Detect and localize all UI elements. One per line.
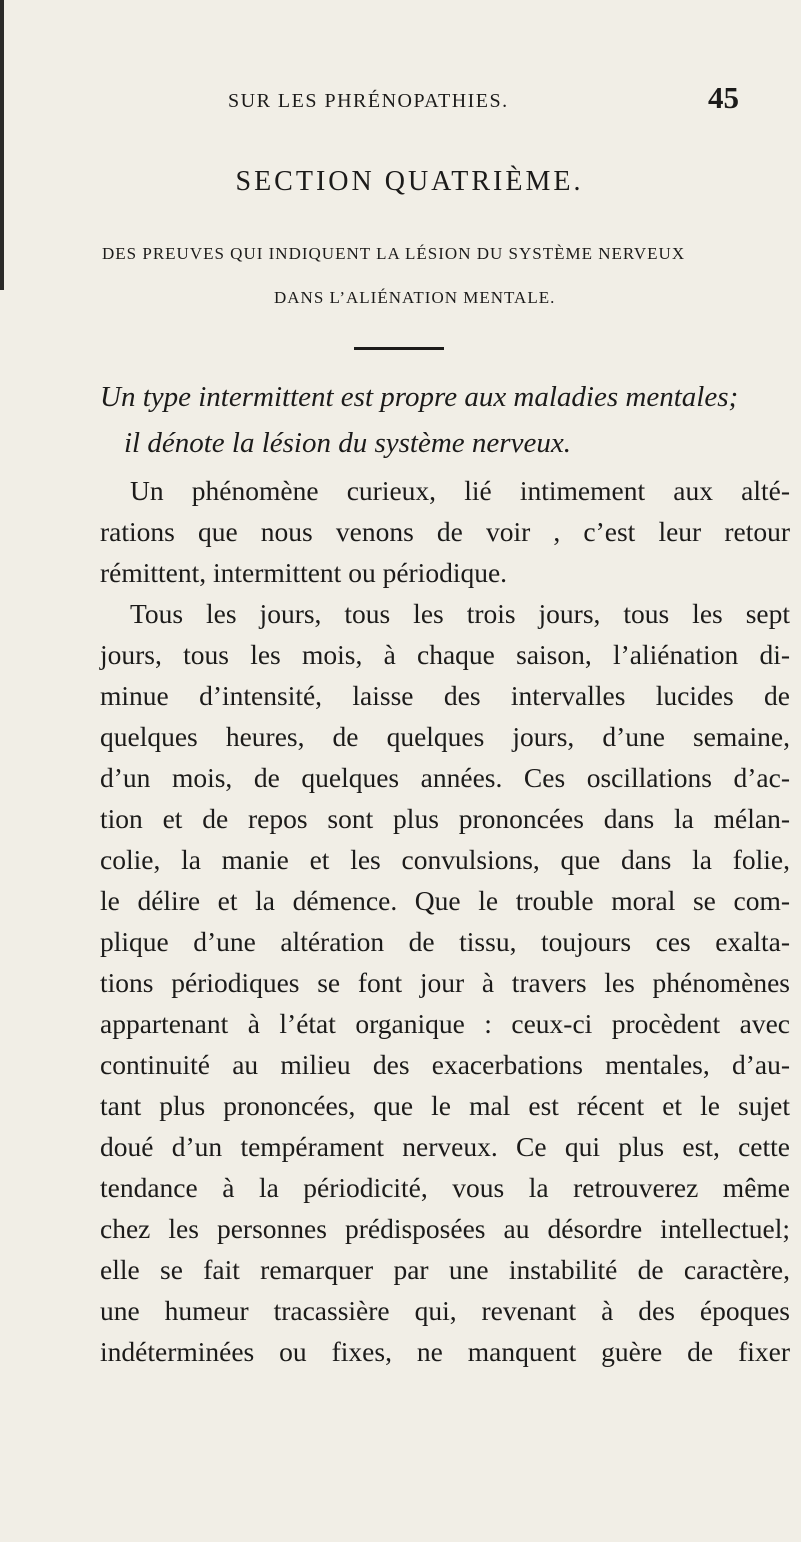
text-line: Tous les jours, tous les trois jours, tous les sept: [130, 598, 790, 629]
text-line: quelques heures, de quelques jours, d’une semaine,: [100, 721, 790, 752]
text-line: jours, tous les mois, à chaque saison, l’aliénation di-: [100, 639, 790, 670]
summary-line-1: Un type intermittent est propre aux maladies mentales;: [100, 381, 739, 413]
summary-line-2: il dénote la lésion du système nerveux.: [124, 427, 571, 459]
text-line: rémittent, intermittent ou périodique.: [100, 557, 508, 588]
section-divider: [354, 347, 444, 350]
text-line: appartenant à l’état organique : ceux-ci procèdent avec: [100, 1008, 790, 1039]
section-subtitle-line-2: DANS L’ALIÉNATION MENTALE.: [274, 288, 556, 307]
running-head: SUR LES PHRÉNOPATHIES.: [228, 90, 509, 112]
text-line: chez les personnes prédisposées au désordre intellectuel;: [100, 1213, 790, 1244]
text-line: une humeur tracassière qui, revenant à des époques: [100, 1295, 790, 1326]
page-number: 45: [708, 80, 739, 115]
page-edge-shadow: [0, 0, 4, 290]
body-text: [100, 470, 790, 1372]
text-line: continuité au milieu des exacerbations mentales, d’au-: [100, 1049, 790, 1080]
text-line: Un phénomène curieux, lié intimement aux alté-: [130, 475, 790, 506]
text-line: tant plus prononcées, que le mal est récent et le sujet: [100, 1090, 790, 1121]
text-line: le délire et la démence. Que le trouble moral se com-: [100, 885, 790, 916]
section-title: SECTION QUATRIÈME.: [235, 166, 584, 197]
text-line: plique d’une altération de tissu, toujours ces exalta-: [100, 926, 790, 957]
text-line: doué d’un tempérament nerveux. Ce qui plus est, cette: [100, 1131, 790, 1162]
text-line: tions périodiques se font jour à travers les phénomènes: [100, 967, 790, 998]
text-line: colie, la manie et les convulsions, que dans la folie,: [100, 844, 790, 875]
text-line: tendance à la périodicité, vous la retrouverez même: [100, 1172, 790, 1203]
text-line: minue d’intensité, laisse des intervalles lucides de: [100, 680, 790, 711]
section-summary: [100, 374, 790, 466]
section-subtitle-line-1: DES PREUVES QUI INDIQUENT LA LÉSION DU SYSTÈME NERVEUX: [102, 244, 686, 263]
text-line: rations que nous venons de voir , c’est leur retour: [100, 516, 790, 547]
text-line: d’un mois, de quelques années. Ces oscillations d’ac-: [100, 762, 790, 793]
text-line: elle se fait remarquer par une instabilité de caractère,: [100, 1254, 790, 1285]
text-line: tion et de repos sont plus prononcées dans la mélan-: [100, 803, 790, 834]
text-line: indéterminées ou fixes, ne manquent guère de fixer: [100, 1336, 790, 1367]
